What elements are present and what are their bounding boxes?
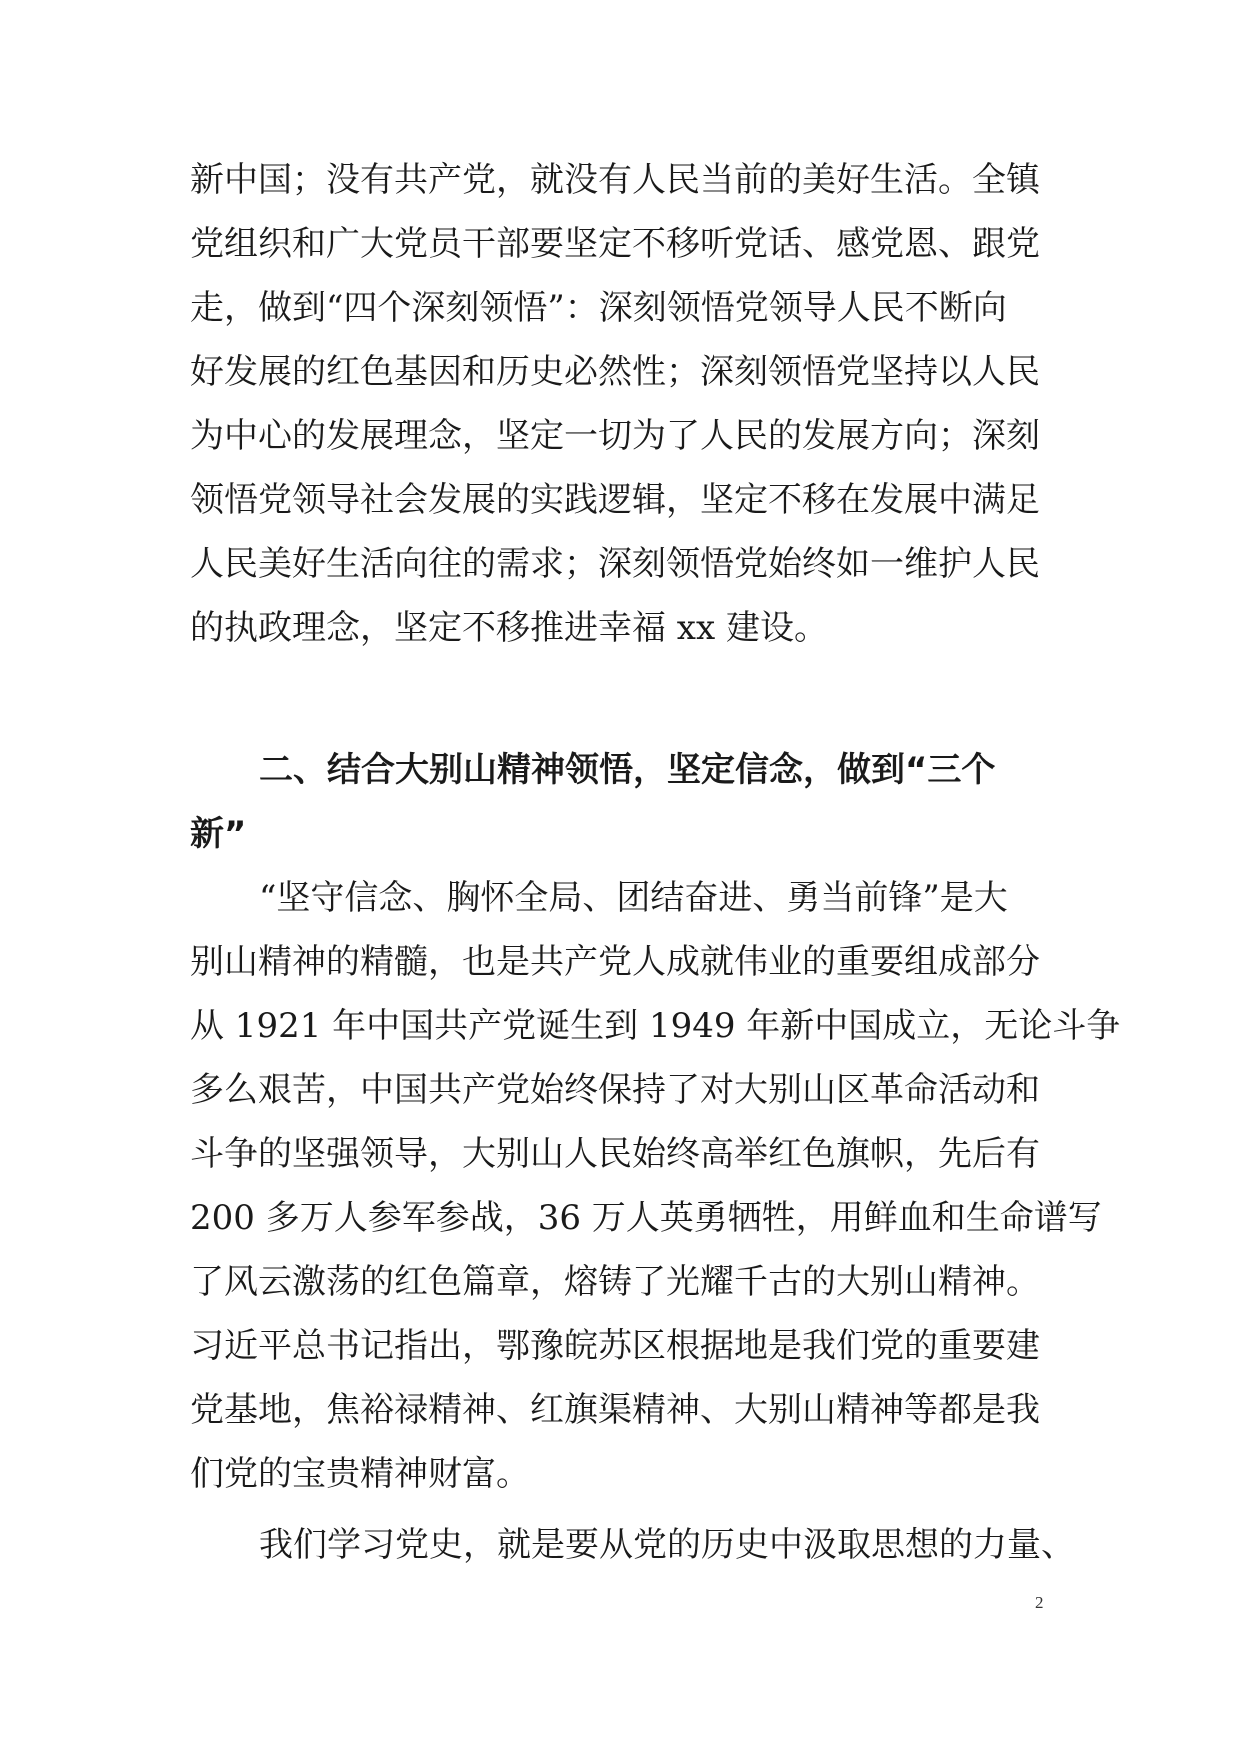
paragraph-2-line-1: “坚守信念、胸怀全局、团结奋进、勇当前锋”是大	[259, 878, 1008, 918]
section-heading-line-1: 二、结合大别山精神领悟，坚定信念，做到“三个	[259, 750, 996, 790]
section-heading-line-2: 新”	[190, 814, 247, 854]
paragraph-2-line-7: 了风云激荡的红色篇章，熔铸了光耀千古的大别山精神。	[190, 1262, 1040, 1302]
paragraph-1-line-7: 人民美好生活向往的需求；深刻领悟党始终如一维护人民	[190, 544, 1040, 584]
paragraph-2-line-2: 别山精神的精髓，也是共产党人成就伟业的重要组成部分	[190, 942, 1040, 982]
paragraph-1-line-8: 的执政理念，坚定不移推进幸福 xx 建设。	[190, 608, 828, 648]
paragraph-1-line-3: 走，做到“四个深刻领悟”：深刻领悟党领导人民不断向	[190, 288, 1007, 328]
page-number: 2	[1035, 1593, 1044, 1612]
paragraph-2-line-10: 们党的宝贵精神财富。	[190, 1454, 530, 1494]
paragraph-1-line-6: 领悟党领导社会发展的实践逻辑，坚定不移在发展中满足	[190, 480, 1040, 520]
paragraph-1-line-4: 好发展的红色基因和历史必然性；深刻领悟党坚持以人民	[190, 352, 1040, 392]
paragraph-2-line-6: 200 多万人参军参战，36 万人英勇牺牲，用鲜血和生命谱写	[190, 1198, 1102, 1238]
paragraph-2-line-5: 斗争的坚强领导，大别山人民始终高举红色旗帜，先后有	[190, 1134, 1040, 1174]
paragraph-1-line-2: 党组织和广大党员干部要坚定不移听党话、感党恩、跟党	[190, 224, 1040, 264]
paragraph-1-line-5: 为中心的发展理念，坚定一切为了人民的发展方向；深刻	[190, 416, 1040, 456]
paragraph-3-line-1: 我们学习党史，就是要从党的历史中汲取思想的力量、	[259, 1525, 1075, 1565]
paragraph-2-line-8: 习近平总书记指出，鄂豫皖苏区根据地是我们党的重要建	[190, 1326, 1040, 1366]
paragraph-2-line-9: 党基地，焦裕禄精神、红旗渠精神、大别山精神等都是我	[190, 1390, 1040, 1430]
paragraph-2-line-3: 从 1921 年中国共产党诞生到 1949 年新中国成立，无论斗争	[190, 1006, 1121, 1046]
paragraph-1-line-1: 新中国；没有共产党，就没有人民当前的美好生活。全镇	[190, 160, 1040, 200]
paragraph-2-line-4: 多么艰苦，中国共产党始终保持了对大别山区革命活动和	[190, 1070, 1040, 1110]
